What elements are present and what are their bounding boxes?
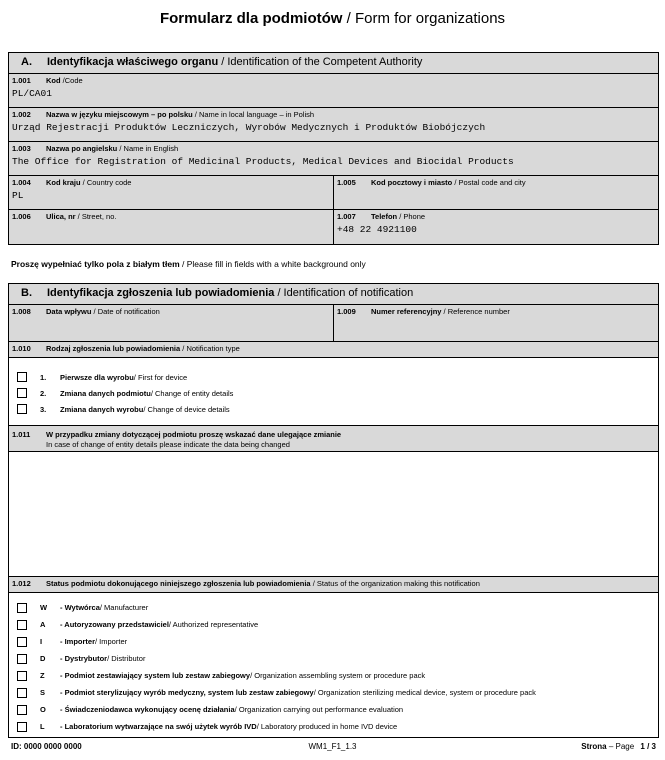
section-a (8, 52, 659, 245)
section-b (8, 283, 659, 738)
code-value: PL/CA01 (12, 88, 52, 99)
page-number: Strona – Page 1 / 3 (581, 742, 656, 751)
checkbox[interactable] (17, 637, 27, 647)
field-1012-header: 1.012 Status podmiotu dokonującego niniejszego zgłoszenia lub powiadomienia / Status of the organization making this notification (9, 577, 658, 593)
notification-type-options (9, 358, 658, 426)
form-code: WM1_F1_1.3 (308, 742, 357, 751)
section-a-header: A. Identyfikacja właściwego organu / Identification of the Competent Authority (9, 53, 658, 74)
checkbox[interactable] (17, 372, 27, 382)
country-code-value: PL (12, 190, 24, 201)
option-change-device[interactable]: 3. Zmiana danych wyrobu / Change of device details (9, 401, 658, 417)
field-1010-header: 1.010 Rodzaj zgłoszenia lub powiadomienia / Notification type (9, 342, 658, 358)
status-manufacturer[interactable]: W - Wytwórca / Manufacturer (9, 599, 658, 616)
status-authorized-rep[interactable]: A - Autoryzowany przedstawiciel / Authorized representative (9, 616, 658, 633)
checkbox[interactable] (17, 654, 27, 664)
field-1001: 1.001 Kod /Code PL/CA01 (9, 74, 658, 108)
status-laboratory[interactable]: L - Laboratorium wytwarzające na swój użytek wyrób IVD / Laboratory produced in home IVD device (9, 718, 658, 735)
section-b-header: B. Identyfikacja zgłoszenia lub powiadomienia / Identification of notification (9, 284, 658, 305)
status-assembler[interactable]: Z - Podmiot zestawiający system lub zestaw zabiegowy / Organization assembling system or procedure pack (9, 667, 658, 684)
field-1004: 1.004 Kod kraju / Country code PL (9, 176, 333, 209)
checkbox[interactable] (17, 705, 27, 715)
checkbox[interactable] (17, 603, 27, 613)
checkbox[interactable] (17, 688, 27, 698)
status-sterilizer[interactable]: S - Podmiot sterylizujący wyrób medyczny, system lub zestaw zabiegowy / Organization sterilizing medical device, system or procedure pack (9, 684, 658, 701)
option-first-for-device[interactable]: 1. Pierwsze dla wyrobu / First for device (9, 369, 658, 385)
status-distributor[interactable]: D - Dystrybutor / Distributor (9, 650, 658, 667)
page-title: Formularz dla podmiotów / Form for organizations (159, 10, 506, 27)
field-1005: 1.005 Kod pocztowy i miasto / Postal code and city (333, 176, 658, 209)
english-name-value: The Office for Registration of Medicinal Products, Medical Devices and Biocidal Products (12, 156, 514, 167)
local-name-value: Urząd Rejestracji Produktów Leczniczych, Wyrobów Medycznych i Produktów Biobójczych (12, 122, 486, 133)
field-1011-header: 1.011 W przypadku zmiany dotyczącej podmiotu proszę wskazać dane ulegające zmianie In case of change of entity details please indicate the data being changed (9, 426, 658, 452)
checkbox[interactable] (17, 671, 27, 681)
checkbox[interactable] (17, 404, 27, 414)
status-importer[interactable]: I - Importer / Importer (9, 633, 658, 650)
option-change-entity[interactable]: 2. Zmiana danych podmiotu / Change of entity details (9, 385, 658, 401)
changed-data-textarea[interactable] (9, 452, 658, 577)
checkbox[interactable] (17, 388, 27, 398)
fill-instruction: Proszę wypełniać tylko pola z białym tłem / Please fill in fields with a white background only (11, 259, 366, 269)
checkbox[interactable] (17, 620, 27, 630)
field-1008: 1.008 Data wpływu / Date of notification (12, 307, 160, 316)
field-1009: 1.009 Numer referencyjny / Reference number (333, 305, 658, 341)
field-1007: 1.007 Telefon / Phone +48 22 4921100 (333, 210, 658, 244)
organization-status-options (9, 593, 658, 737)
status-performance-evaluator[interactable]: O - Świadczeniodawca wykonujący ocenę działania / Organization carrying out performance evaluation (9, 701, 658, 718)
checkbox[interactable] (17, 722, 27, 732)
document-id: ID: 0000 0000 0000 (11, 742, 82, 751)
phone-value: +48 22 4921100 (337, 224, 417, 235)
field-1003: 1.003 Nazwa po angielsku / Name in English The Office for Registration of Medicinal Products, Medical Devices and Biocidal Products (9, 142, 658, 176)
field-1002: 1.002 Nazwa w języku miejscowym – po polsku / Name in local language – in Polish Urząd Rejestracji Produktów Leczniczych, Wyrobów Medycznych i Produktów Biobójczych (9, 108, 658, 142)
field-1006: 1.006 Ulica, nr / Street, no. (12, 212, 117, 221)
